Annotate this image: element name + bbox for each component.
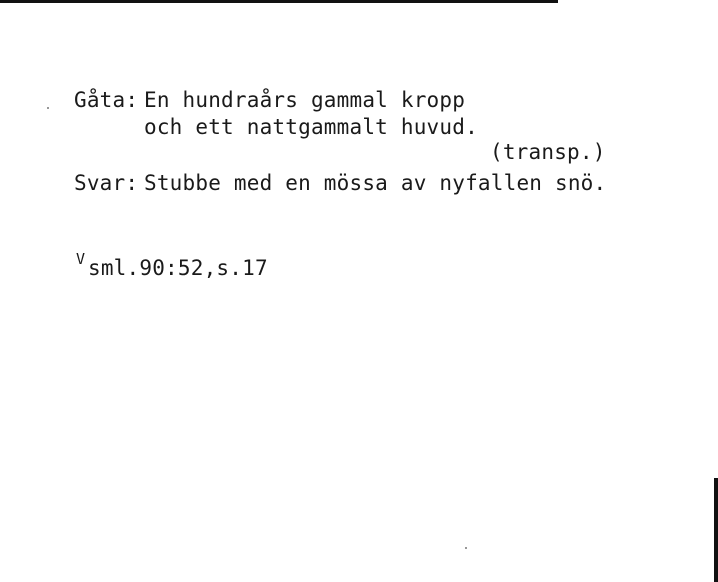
- riddle-line-1: En hundraårs gammal kropp: [144, 88, 466, 112]
- speck: [47, 107, 49, 109]
- right-border: [714, 478, 718, 582]
- answer-label: Svar:: [74, 171, 139, 195]
- source-reference: sml.90:52,s.17: [88, 256, 268, 280]
- source-prefix: V: [76, 250, 86, 268]
- speck: [465, 547, 467, 549]
- riddle-label: Gåta:: [74, 88, 139, 112]
- answer-text: Stubbe med en mössa av nyfallen snö.: [144, 171, 607, 195]
- top-border: [0, 0, 558, 3]
- transposition-note: (transp.): [490, 140, 606, 164]
- riddle-line-2: och ett nattgammalt huvud.: [144, 115, 478, 139]
